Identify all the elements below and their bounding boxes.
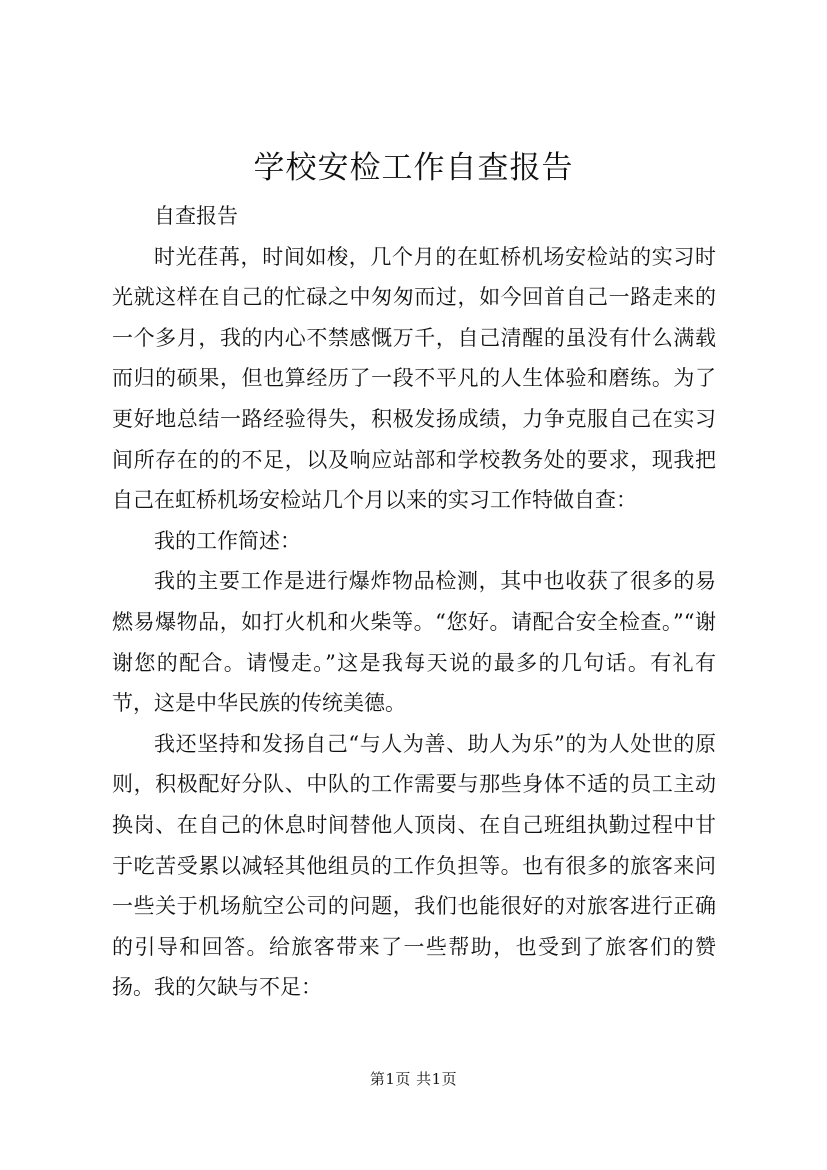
paragraph-work-description: 我的主要工作是进行爆炸物品检测，其中也收获了很多的易燃易爆物品，如打火机和火柴等。“您好。请配合安全检查。”“谢谢您的配合。请慢走。”这是我每天说的最多的几句话。有礼有节，这是中华民族的传统美德。 (112, 569, 716, 716)
paragraph-heading: 自查报告 (154, 204, 238, 228)
paragraph-section-heading: 我的工作简述： (154, 528, 301, 553)
document-body (112, 196, 716, 1008)
paragraph-principles: 我还坚持和发扬自己“与人为善、助人为乐”的为人处世的原则，积极配好分队、中队的工作需要与那些身体不适的员工主动换岗、在自己的休息时间替他人顶岗、在自己班组执勤过程中甘于吃苦受累以减轻其他组员的工作负担等。也有很多的旅客来问一些关于机场航空公司的问题，我们也能很好的对旅客进行正确的引导和回答。给旅客带来了一些帮助，也受到了旅客们的赞扬。我的欠缺与不足： (112, 731, 716, 1000)
page-footer: 第1页 共1页 (369, 1070, 458, 1088)
document-title: 学校安检工作自查报告 (253, 150, 574, 186)
paragraph-intro: 时光荏苒，时间如梭，几个月的在虹桥机场安检站的实习时光就这样在自己的忙碌之中匆匆而过，如今回首自己一路走来的一个多月，我的内心不禁感慨万千，自己清醒的虽没有什么满载而归的硕果，但也算经历了一段不平凡的人生体验和磨练。为了更好地总结一路经验得失，积极发扬成绩，力争克服自己在实习间所存在的的不足，以及响应站部和学校教务处的要求，现我把自己在虹桥机场安检站几个月以来的实习工作特做自查： (112, 244, 716, 513)
